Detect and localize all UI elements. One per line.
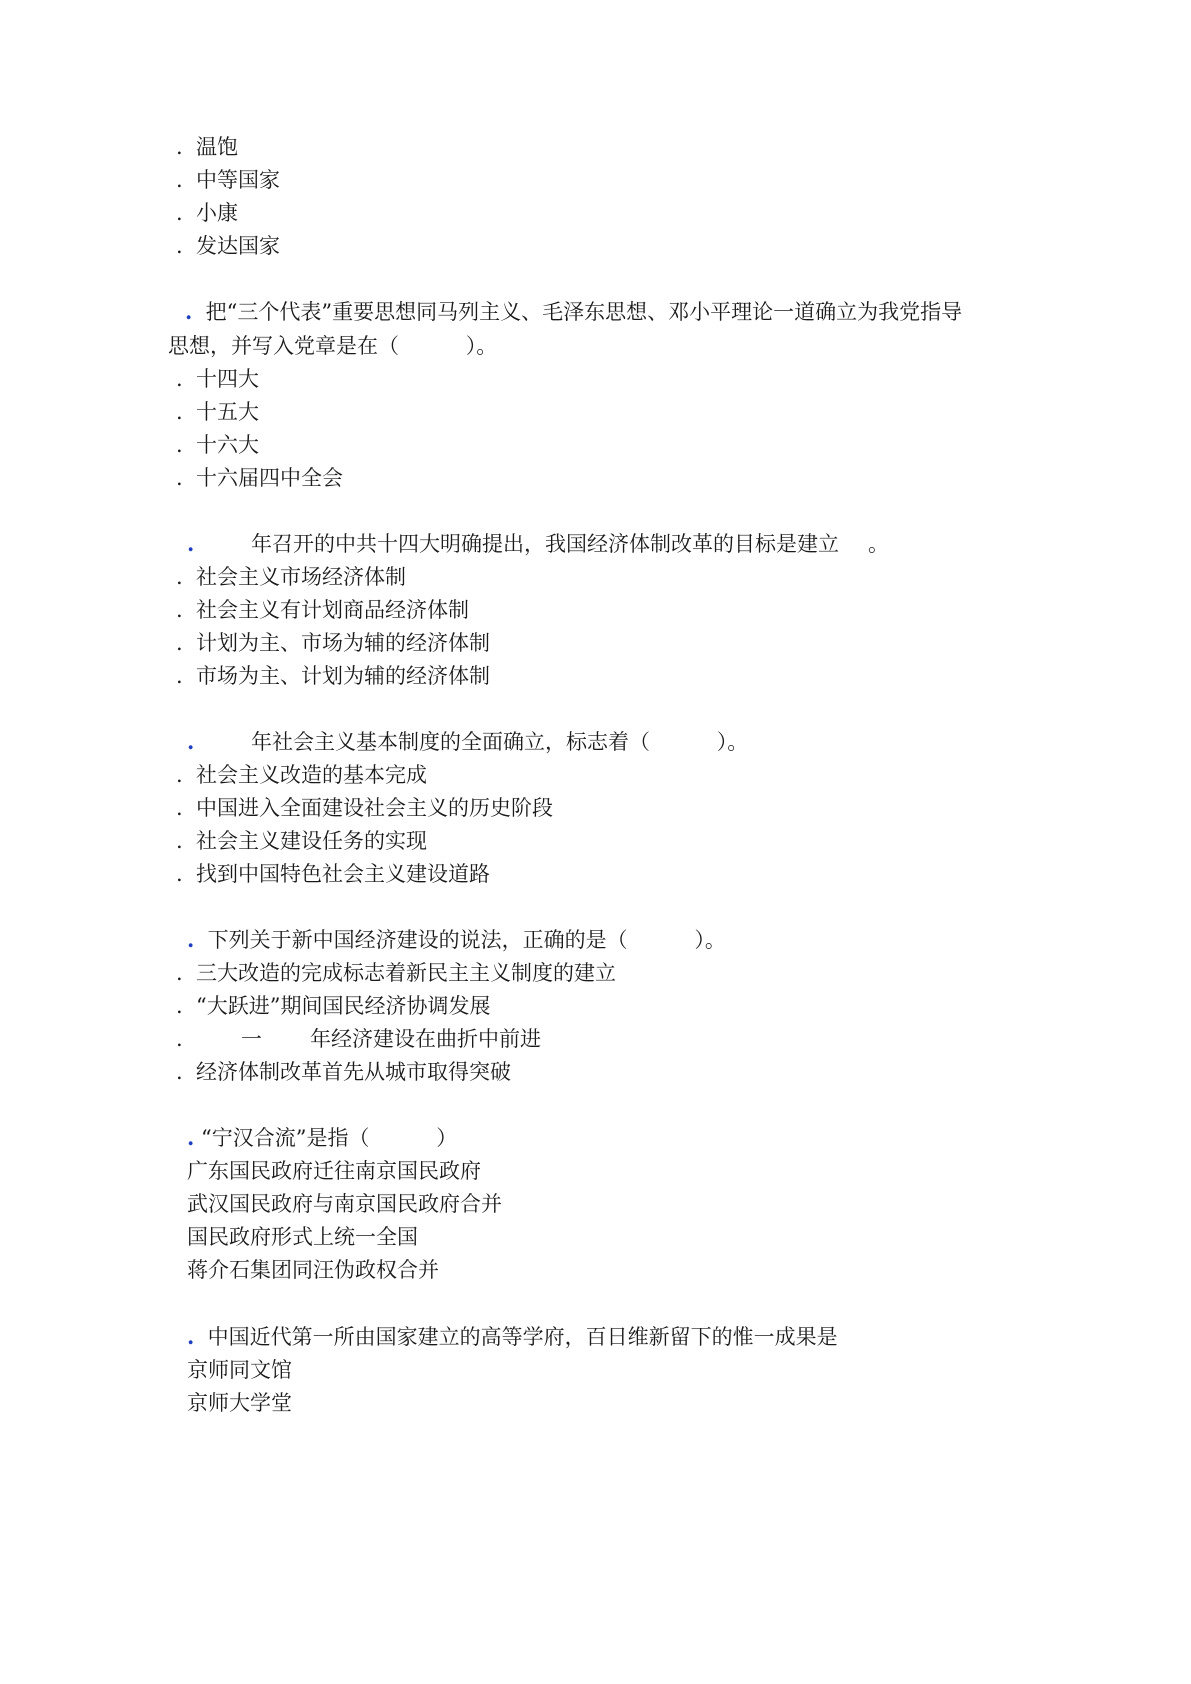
q0-option-3 — [176, 200, 238, 226]
q4-option-1 — [176, 960, 616, 986]
q0-option-4 — [176, 233, 280, 259]
question-text: “宁汉合流”是指（ ） — [201, 1126, 458, 1150]
q1-option-1 — [176, 366, 259, 392]
question-marker: . — [185, 299, 193, 324]
option-marker: . — [176, 135, 183, 159]
option-marker: . — [176, 433, 183, 457]
q4-option-4 — [176, 1059, 511, 1085]
option-text: 温饱 — [196, 135, 239, 159]
q5-stem-line — [187, 1125, 457, 1151]
option-text: 社会主义改造的基本完成 — [196, 763, 428, 787]
q2-option-3 — [176, 630, 490, 656]
q3-option-3 — [176, 828, 427, 854]
option-text: 找到中国特色社会主义建设道路 — [196, 862, 491, 886]
option-text: 计划为主、市场为辅的经济体制 — [196, 631, 491, 655]
option-text: 十五大 — [196, 400, 260, 424]
question-marker: . — [187, 927, 195, 952]
q5-option-3: 国民政府形式上统一全国 — [187, 1225, 418, 1249]
option-text: 十六大 — [196, 433, 260, 457]
question-text: 下列关于新中国经济建设的说法，正确的是（ ）。 — [207, 928, 726, 952]
q1-stem-line2: 思想，并写入党章是在（ ）。 — [168, 334, 498, 358]
q4-stem-line — [187, 927, 726, 953]
q6-option-1: 京师同文馆 — [187, 1358, 292, 1382]
question-text: 中国近代第一所由国家建立的高等学府，百日维新留下的惟一成果是 — [207, 1325, 838, 1349]
option-text: 中等国家 — [196, 168, 281, 192]
option-text: 十四大 — [196, 367, 260, 391]
q6-stem-line — [187, 1324, 838, 1350]
option-marker: . — [176, 367, 183, 391]
question-text: 把“三个代表”重要思想同马列主义、毛泽东思想、邓小平理论一道确立为我党指导 — [205, 300, 963, 324]
option-text: 中国进入全面建设社会主义的历史阶段 — [196, 796, 554, 820]
q2-stem-end: 。 — [868, 532, 889, 556]
q4-option-3-dash: 一 — [241, 1027, 262, 1051]
option-marker: . — [176, 664, 183, 688]
option-marker: . — [176, 234, 183, 258]
q5-option-2: 武汉国民政府与南京国民政府合并 — [187, 1192, 502, 1216]
q1-option-3 — [176, 432, 259, 458]
option-text: 发达国家 — [196, 234, 281, 258]
q3-stem: 年社会主义基本制度的全面确立，标志着（ ）。 — [251, 730, 749, 754]
option-marker: . — [176, 1060, 183, 1084]
q2-option-4 — [176, 663, 490, 689]
option-marker: . — [176, 565, 183, 589]
question-marker: . — [187, 1125, 195, 1150]
option-marker: . — [176, 796, 183, 820]
q2-marker — [187, 531, 194, 557]
option-marker: . — [176, 201, 183, 225]
option-text: 三大改造的完成标志着新民主主义制度的建立 — [196, 961, 617, 985]
q2-option-2 — [176, 597, 469, 623]
option-text: 社会主义有计划商品经济体制 — [196, 598, 470, 622]
q1-stem-line1 — [185, 299, 962, 325]
option-text: 经济体制改革首先从城市取得突破 — [196, 1060, 512, 1084]
q4-option-3-text: 年经济建设在曲折中前进 — [310, 1027, 541, 1051]
option-marker: . — [176, 961, 183, 985]
option-text: 市场为主、计划为辅的经济体制 — [196, 664, 491, 688]
q0-option-2 — [176, 167, 280, 193]
option-marker: . — [176, 598, 183, 622]
q6-option-2: 京师大学堂 — [187, 1391, 292, 1415]
q1-option-2 — [176, 399, 259, 425]
option-marker: . — [176, 763, 183, 787]
option-text: 小康 — [196, 201, 239, 225]
option-text: “大跃进”期间国民经济协调发展 — [196, 994, 491, 1018]
q3-option-2 — [176, 795, 553, 821]
option-marker: . — [176, 400, 183, 424]
question-marker: . — [187, 531, 195, 556]
q4-option-2 — [176, 993, 491, 1019]
q0-option-1 — [176, 134, 238, 160]
option-marker: . — [176, 1027, 183, 1051]
option-marker: . — [176, 168, 183, 192]
option-marker: . — [176, 994, 183, 1018]
option-marker: . — [176, 631, 183, 655]
question-marker: . — [187, 729, 195, 754]
q3-option-4 — [176, 861, 490, 887]
q3-option-1 — [176, 762, 427, 788]
option-text: 十六届四中全会 — [196, 466, 344, 490]
q5-option-1: 广东国民政府迁往南京国民政府 — [187, 1159, 481, 1183]
q1-option-4 — [176, 465, 343, 491]
option-text: 社会主义建设任务的实现 — [196, 829, 428, 853]
option-text: 社会主义市场经济体制 — [196, 565, 407, 589]
q3-marker — [187, 729, 194, 755]
option-marker: . — [176, 829, 183, 853]
question-marker: . — [187, 1324, 195, 1349]
q2-option-1 — [176, 564, 406, 590]
option-marker: . — [176, 862, 183, 886]
option-marker: . — [176, 466, 183, 490]
q2-stem: 年召开的中共十四大明确提出，我国经济体制改革的目标是建立 — [251, 532, 839, 556]
q4-option-3-marker — [176, 1026, 183, 1052]
q5-option-4: 蒋介石集团同汪伪政权合并 — [187, 1258, 439, 1282]
